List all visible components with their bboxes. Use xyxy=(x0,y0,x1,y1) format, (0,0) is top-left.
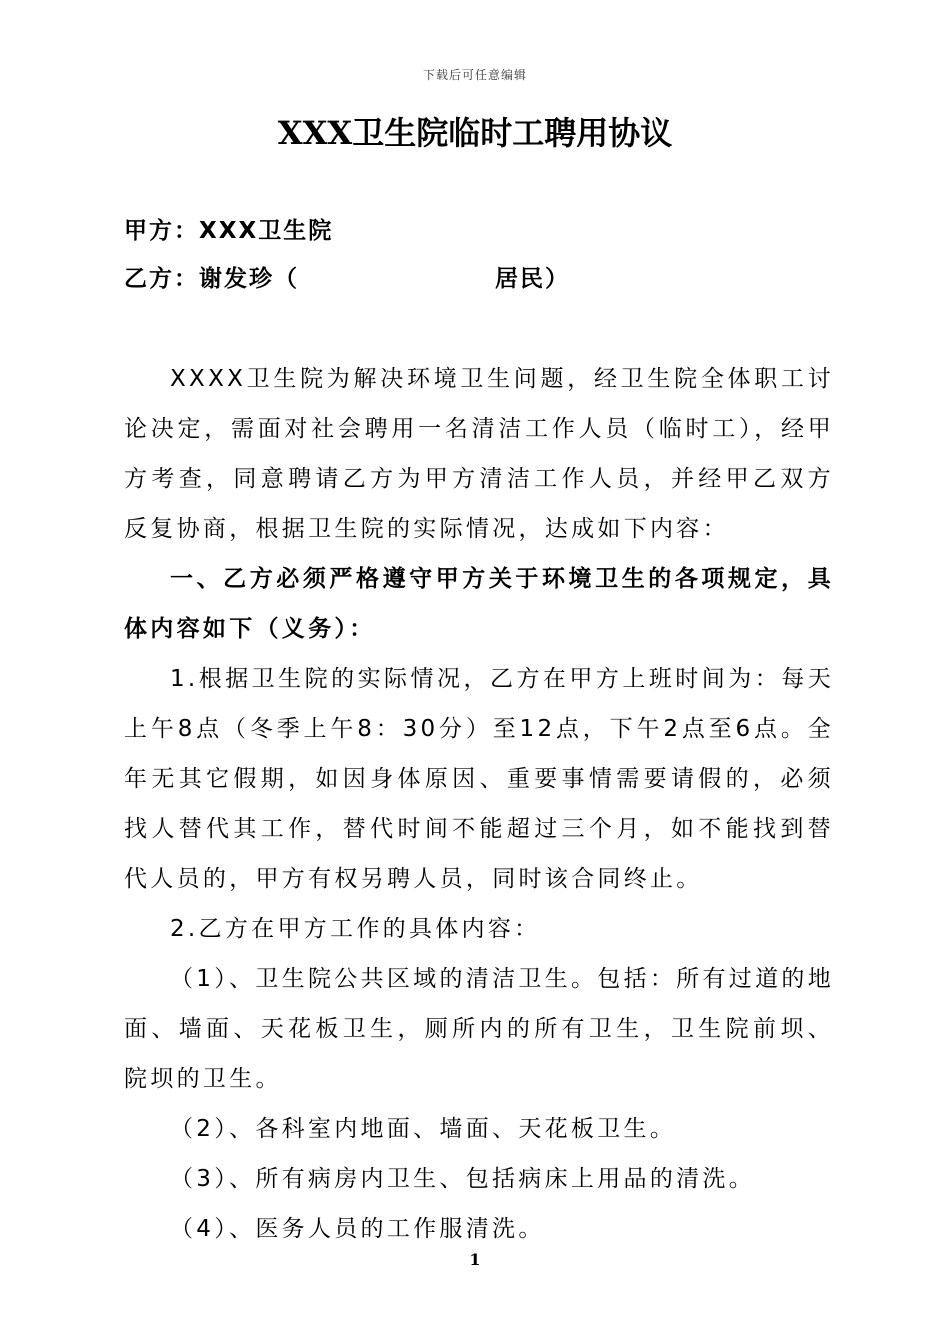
clause-2-item-4: （4）、医务人员的工作服清洗。 xyxy=(170,1216,545,1242)
party-a-line: 甲方：XXX卫生院 xyxy=(124,218,334,244)
page-number: 1 xyxy=(469,1250,481,1269)
header-note: 下载后可任意编辑 xyxy=(422,68,527,82)
clause-2-item-1: （1）、卫生院公共区域的清洁卫生。包括：所有过道的地面、墙面、天花板卫生，厕所内的所有卫生，卫生院前坝、院坝的卫生。 xyxy=(124,966,834,1092)
party-b-suffix: 居民） xyxy=(495,266,570,292)
intro-paragraph: XXXX卫生院为解决环境卫生问题，经卫生院全体职工讨论决定，需面对社会聘用一名清洁工作人员（临时工），经甲方考查，同意聘请乙方为甲方清洁工作人员，并经甲乙双方反复协商，根据卫生院的实际情况，达成如下内容： xyxy=(124,366,834,542)
document-title: XXX卫生院临时工聘用协议 xyxy=(277,114,673,152)
clause-2: 2.乙方在甲方工作的具体内容： xyxy=(170,916,541,942)
party-b-line xyxy=(124,260,570,293)
clause-2-item-3: （3）、所有病房内卫生、包括病床上用品的清洗。 xyxy=(170,1166,756,1192)
party-b-prefix: 乙方：谢发珍（ xyxy=(124,266,299,292)
agreement-body xyxy=(124,354,834,1254)
clause-2-item-2: （2）、各科室内地面、墙面、天花板卫生。 xyxy=(170,1116,677,1142)
section-heading-1: 一、乙方必须严格遵守甲方关于环境卫生的各项规定，具体内容如下（义务）： xyxy=(124,566,834,642)
clause-1: 1.根据卫生院的实际情况，乙方在甲方上班时间为：每天上午8点（冬季上午8：30分）至12点，下午2点至6点。全年无其它假期，如因身体原因、重要事情需要请假的，必须找人替代其工作，替代时间不能超过三个月，如不能找到替代人员的，甲方有权另聘人员，同时该合同终止。 xyxy=(124,666,834,892)
